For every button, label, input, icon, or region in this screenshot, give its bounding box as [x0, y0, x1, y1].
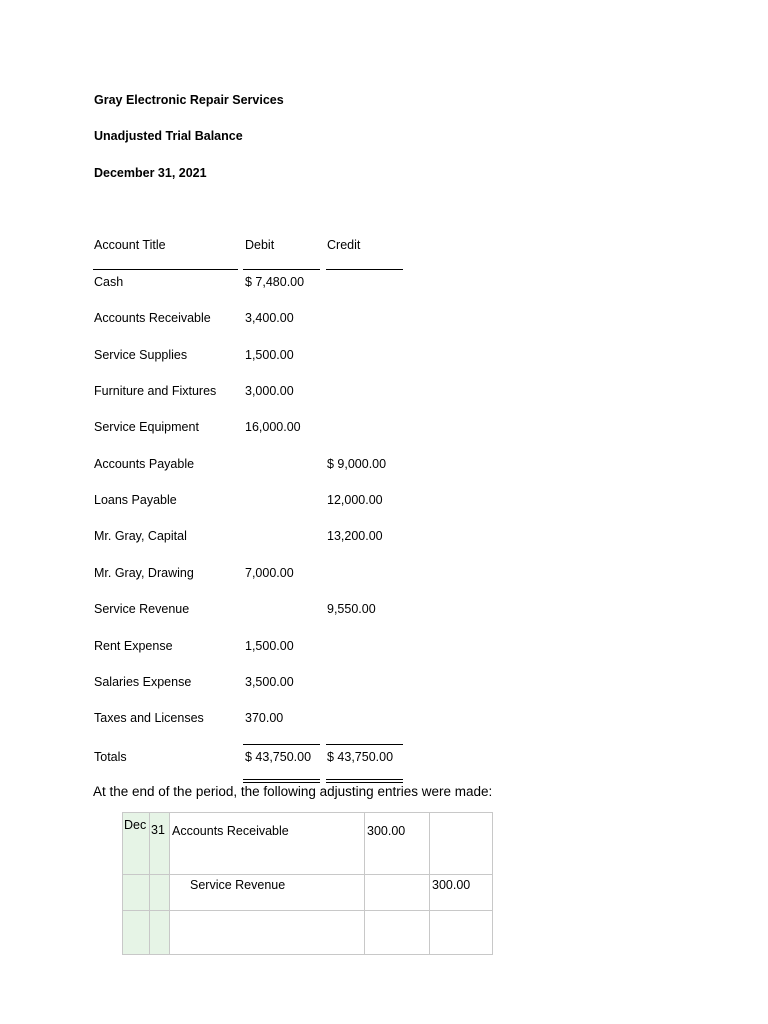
journal-day: [150, 875, 170, 911]
journal-day: 31: [150, 813, 170, 875]
journal-debit: 300.00: [365, 813, 430, 875]
company-name: Gray Electronic Repair Services: [94, 93, 284, 107]
totals-double-underline-credit: [326, 779, 403, 783]
adjusting-entries-intro: At the end of the period, the following adjusting entries were made:: [93, 784, 493, 799]
tb-cell-account: Loans Payable: [94, 493, 177, 507]
col-header-credit: Credit: [327, 238, 361, 252]
tb-cell-debit: 1,500.00: [245, 639, 294, 653]
tb-cell-account: Salaries Expense: [94, 675, 192, 689]
journal-debit: [365, 911, 430, 955]
tb-cell-account: Cash: [94, 275, 124, 289]
header-underline-account: [93, 269, 238, 270]
tb-cell-account: Mr. Gray, Capital: [94, 529, 187, 543]
tb-cell-debit: 1,500.00: [245, 348, 294, 362]
tb-cell-account: Accounts Payable: [94, 457, 195, 471]
tb-cell-credit: 9,550.00: [327, 602, 376, 616]
tb-cell-debit: 3,000.00: [245, 384, 294, 398]
tb-cell-account: Service Equipment: [94, 420, 199, 434]
tb-cell-debit: 7,000.00: [245, 566, 294, 580]
tb-cell-debit: 3,500.00: [245, 675, 294, 689]
journal-account: Service Revenue: [170, 875, 365, 911]
journal-row: [123, 813, 493, 875]
journal-row: [123, 911, 493, 955]
totals-double-underline-debit: [243, 779, 320, 783]
totals-label: Totals: [94, 750, 127, 764]
journal-month: [123, 911, 150, 955]
tb-cell-account: Accounts Receivable: [94, 311, 211, 325]
journal-day: [150, 911, 170, 955]
report-title: Unadjusted Trial Balance: [94, 129, 243, 143]
col-header-account: Account Title: [94, 238, 166, 252]
totals-overline-credit: [326, 744, 403, 745]
journal-account: Accounts Receivable: [170, 813, 365, 875]
totals-credit: $ 43,750.00: [327, 750, 394, 764]
tb-cell-debit: 3,400.00: [245, 311, 294, 325]
tb-cell-account: Service Revenue: [94, 602, 190, 616]
header-underline-debit: [243, 269, 320, 270]
tb-cell-account: Rent Expense: [94, 639, 173, 653]
journal-month: Dec: [123, 813, 150, 875]
tb-cell-debit: 16,000.00: [245, 420, 301, 434]
journal-account: [170, 911, 365, 955]
col-header-debit: Debit: [245, 238, 275, 252]
journal-credit: [430, 813, 493, 875]
journal-month: [123, 875, 150, 911]
journal-credit: 300.00: [430, 875, 493, 911]
tb-cell-credit: $ 9,000.00: [327, 457, 387, 471]
report-date: December 31, 2021: [94, 166, 207, 180]
journal-table: [122, 812, 493, 955]
journal-credit: [430, 911, 493, 955]
totals-overline-debit: [243, 744, 320, 745]
tb-cell-account: Service Supplies: [94, 348, 188, 362]
tb-cell-account: Mr. Gray, Drawing: [94, 566, 194, 580]
journal-debit: [365, 875, 430, 911]
tb-cell-debit: $ 7,480.00: [245, 275, 305, 289]
tb-cell-debit: 370.00: [245, 711, 284, 725]
totals-debit: $ 43,750.00: [245, 750, 312, 764]
journal-row: [123, 875, 493, 911]
header-underline-credit: [326, 269, 403, 270]
tb-cell-account: Furniture and Fixtures: [94, 384, 217, 398]
tb-cell-account: Taxes and Licenses: [94, 711, 204, 725]
tb-cell-credit: 12,000.00: [327, 493, 383, 507]
tb-cell-credit: 13,200.00: [327, 529, 383, 543]
